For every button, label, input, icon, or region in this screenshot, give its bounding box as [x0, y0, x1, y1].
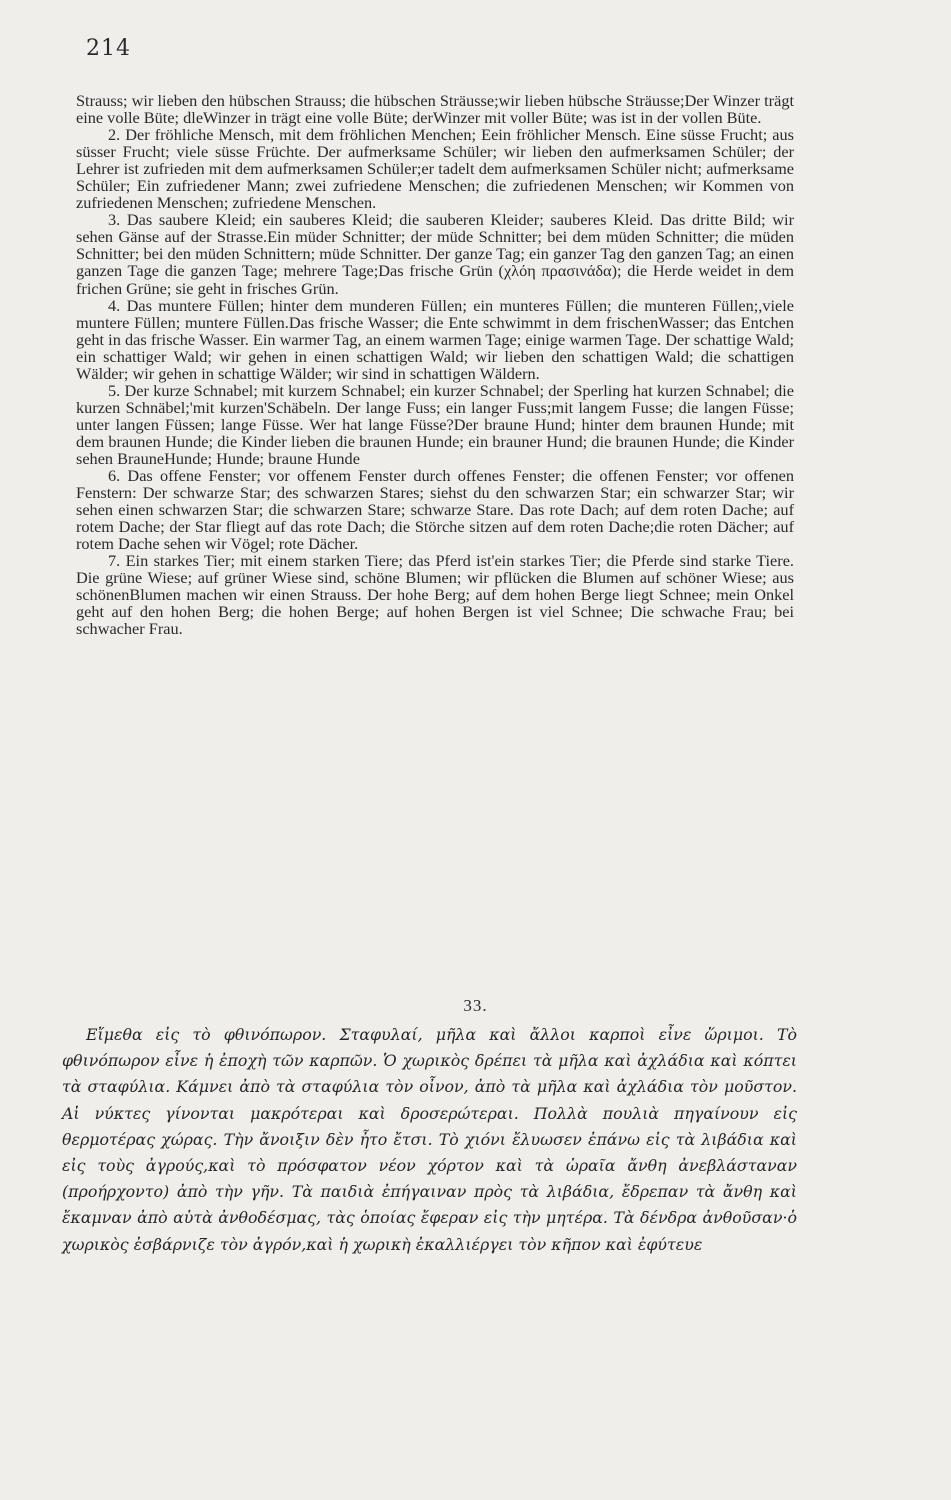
- german-exercise-text: [76, 92, 794, 638]
- greek-handwritten-text: Εἴμεθα εἰς τὸ φθινόπωρον. Σταφυλαί, μῆλα καὶ ἄλλοι καρποὶ εἶνε ὥριμοι. Τὸ φθινόπωρον εἶνε ἡ ἐποχὴ τῶν καρπῶν. Ὁ χωρικὸς δρέπει τὰ μῆλα καὶ ἀχλάδια καὶ κόπτει τὰ σταφύλια. Κάμνει ἀπὸ τὰ σταφύλια τὸν οἶνον, ἀπὸ τὰ μῆλα καὶ ἀχλάδια τὸν μοῦστον. Αἱ νύκτες γίνονται μακρότεραι καὶ δροσερώτεραι. Πολλὰ πουλιὰ πηγαίνουν εἰς θερμοτέρας χώρας. Τὴν ἄνοιξιν δὲν ἦτο ἔτσι. Τὸ χιόνι ἔλυωσεν ἐπάνω εἰς τὰ λιβάδια καὶ εἰς τοὺς ἀγρούς,καὶ τὸ πρόσφατον νέον χόρτον καὶ τὰ ὡραῖα ἄνθη ἀνεβλάσταναν (προήρχοντο) ἀπὸ τὴν γῆν. Τὰ παιδιὰ ἐπήγαιναν πρὸς τὰ λιβάδια, ἔδρεπαν τὰ ἄνθη καὶ ἔκαμναν ἀπὸ αὐτὰ ἀνθοδέσμας, τὰς ὁποίας ἔφεραν εἰς τὴν μητέρα. Τὰ δένδρα ἀνθοῦσαν·ὁ χωρικὸς ἐσβάρνιζε τὸν ἀγρόν,καὶ ἡ χωρικὴ ἐκαλλιέργει τὸν κῆπον καὶ ἐφύτευε: [62, 1025, 797, 1254]
- paragraph-5: 5. Der kurze Schnabel; mit kurzem Schnabel; ein kurzer Schnabel; der Sperling hat kurzen Schnabel; die kurzen Schnäbel;'mit kurzen'Schäbeln. Der lange Fuss; ein langer Fuss;mit langem Fusse; die langen Füsse; unter langen Füssen; lange Füsse. Wer hat lange Füsse?Der braune Hund; hinter dem braunen Hunde; mit dem braunen Hunde; die Kinder lieben die braunen Hunde; ein brauner Hund; die braunen Hunde; die Kinder sehen BrauneHunde; Hunde; braune Hunde: [76, 380, 794, 468]
- paragraph-2: 2. Der fröhliche Mensch, mit dem fröhlichen Menchen; Eein fröhlicher Mensch. Eine süsse Frucht; aus süsser Frucht; viele süsse Früchte. Der aufmerksame Schüler; wir lieben den aufmerksamen Schüler; der Lehrer ist zufrieden mit dem aufmerksamen Schüler;er tadelt dem aufmerksamen Schüler nicht; aufmerksame Schüler; Ein zufriedener Mann; zwei zufriedene Menschen; die zufriedenen Menschen; wir Kommen von zufriedenen Menschen; zufriedene Menschen.: [76, 125, 794, 213]
- paragraph-6: 6. Das offene Fenster; vor offenem Fenster durch offenes Fenster; die offenen Fenster; vor offenen Fenstern: Der schwarze Star; des schwarzen Stares; siehst du den schwarzen Star; ein schwarzer Star; wir sehen einen schwarzen Star; die schwarzen Stare; schwarze Stare. Das rote Dach; auf dem roten Dache; auf rotem Dache; der Star fliegt auf das rote Dach; die Störche sitzen auf dem roten Dache;die roten Dächer; auf rotem Dache sehen wir Vögel; rote Dächer.: [76, 466, 794, 554]
- section-number: 33.: [463, 996, 488, 1015]
- page-number: 214: [86, 36, 131, 61]
- paragraph-7: 7. Ein starkes Tier; mit einem starken Tiere; das Pferd ist'ein starkes Tier; die Pferde sind starke Tiere. Die grüne Wiese; auf grüner Wiese sind, schöne Blumen; wir pflücken die Blumen auf schöner Wiese; aus schönenBlumen machen wir einen Strauss. Der hohe Berg; auf dem hohen Berge liegt Schnee; mein Onkel geht auf den hohen Berg; die hohen Berge; auf hohen Bergen ist viel Schnee; Die schwache Frau; bei schwacher Frau.: [76, 551, 794, 639]
- paragraph-1: Strauss; wir lieben den hübschen Strauss; die hübschen Sträusse;wir lieben hübsche Sträusse;Der Winzer trägt eine volle Büte; dleWinzer in trägt eine volle Büte; derWinzer mit voller Büte; was ist in der vollen Büte.: [76, 91, 794, 128]
- paragraph-4: 4. Das muntere Füllen; hinter dem munderen Füllen; ein munteres Füllen; die munteren Füllen;,viele muntere Füllen; muntere Füllen.Das frische Wasser; die Ente schwimmt in dem frischenWasser; das Entchen geht in das frische Wasser. Ein warmer Tag, an einem warmen Tage; einige warmen Tage. Der schattige Wald; ein schattiger Wald; wir gehen in einen schattigen Wald; wir lieben den schattigen Wald; die schattigen Wälder; wir gehen in schattige Wälder; wir sind in schattigen Wäldern.: [76, 295, 794, 383]
- paragraph-3: 3. Das saubere Kleid; ein sauberes Kleid; die sauberen Kleider; sauberes Kleid. Das dritte Bild; wir sehen Gänse auf der Strasse.Ein müder Schnitter; der müde Schnitter; bei dem müden Schnitter; die müden Schnitter; bei den müden Schnittern; müde Schnitter. Der ganze Tag; ein ganzer Tag den ganzen Tag; an einen ganzen Tage die ganzen Tage; mehrere Tage;Das frische Grün (χλόη πρασινάδα); die Herde weidet in dem frichen Grüne; sie geht in frisches Grün.: [76, 210, 794, 298]
